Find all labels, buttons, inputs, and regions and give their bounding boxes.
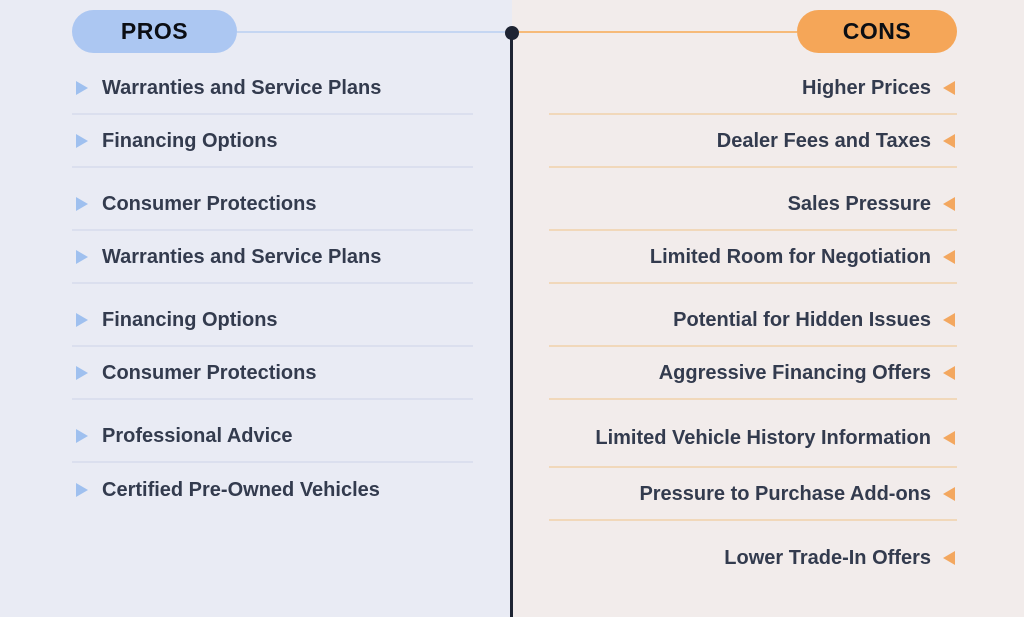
pros-list-item — [72, 62, 473, 115]
cons-item-label: Limited Vehicle History Information — [595, 427, 931, 449]
cons-list-item — [549, 531, 957, 584]
right-triangle-bullet-icon — [76, 134, 88, 148]
pros-item-label: Consumer Protections — [102, 361, 317, 384]
left-triangle-bullet-icon — [943, 197, 955, 211]
pros-item-label: Consumer Protections — [102, 192, 317, 215]
pros-list-item — [72, 231, 473, 284]
cons-list-item — [549, 62, 957, 115]
cons-list-item — [549, 294, 957, 347]
pros-list-item — [72, 463, 473, 516]
center-divider-dot-icon — [505, 26, 519, 40]
cons-header-pill — [797, 10, 957, 53]
left-triangle-bullet-icon — [943, 366, 955, 380]
pros-list-item — [72, 115, 473, 168]
cons-item-label: Pressure to Purchase Add-ons — [639, 482, 931, 505]
pros-list-item — [72, 178, 473, 231]
right-triangle-bullet-icon — [76, 250, 88, 264]
pros-item-label: Certified Pre-Owned Vehicles — [102, 478, 380, 501]
right-triangle-bullet-icon — [76, 429, 88, 443]
left-triangle-bullet-icon — [943, 431, 955, 445]
cons-list-item — [549, 178, 957, 231]
pros-connector-line — [237, 31, 506, 33]
right-triangle-bullet-icon — [76, 313, 88, 327]
left-triangle-bullet-icon — [943, 487, 955, 501]
cons-item-label: Sales Pressure — [787, 192, 931, 215]
left-triangle-bullet-icon — [943, 250, 955, 264]
right-triangle-bullet-icon — [76, 483, 88, 497]
right-triangle-bullet-icon — [76, 366, 88, 380]
cons-item-label: Dealer Fees and Taxes — [716, 129, 931, 152]
cons-header-label: CONS — [842, 18, 912, 44]
cons-item-label: Lower Trade-In Offers — [724, 546, 931, 569]
pros-item-label: Warranties and Service Plans — [102, 76, 382, 99]
cons-item-label: Limited Room for Negotiation — [649, 245, 931, 268]
left-triangle-bullet-icon — [943, 313, 955, 327]
pros-list — [72, 62, 473, 516]
cons-item-label: Aggressive Financing Offers — [658, 361, 931, 384]
pros-header-label: PROS — [120, 18, 189, 44]
pros-header-pill — [72, 10, 237, 53]
right-triangle-bullet-icon — [76, 197, 88, 211]
pros-item-label: Professional Advice — [102, 424, 293, 447]
right-triangle-bullet-icon — [76, 81, 88, 95]
left-triangle-bullet-icon — [943, 81, 955, 95]
cons-list-item — [549, 115, 957, 168]
cons-list-item — [549, 410, 957, 468]
pros-list-item — [72, 294, 473, 347]
cons-connector-line — [518, 31, 797, 33]
cons-list-item — [549, 347, 957, 400]
pros-item-label: Warranties and Service Plans — [102, 245, 382, 268]
cons-item-label: Higher Prices — [802, 76, 931, 99]
pros-list-item — [72, 347, 473, 400]
left-triangle-bullet-icon — [943, 134, 955, 148]
center-divider-line — [510, 33, 513, 617]
left-triangle-bullet-icon — [943, 551, 955, 565]
pros-list-item — [72, 410, 473, 463]
pros-item-label: Financing Options — [102, 308, 278, 331]
cons-item-label: Potential for Hidden Issues — [673, 308, 931, 331]
cons-list — [549, 62, 957, 584]
cons-list-item — [549, 468, 957, 521]
cons-list-item — [549, 231, 957, 284]
pros-item-label: Financing Options — [102, 129, 278, 152]
